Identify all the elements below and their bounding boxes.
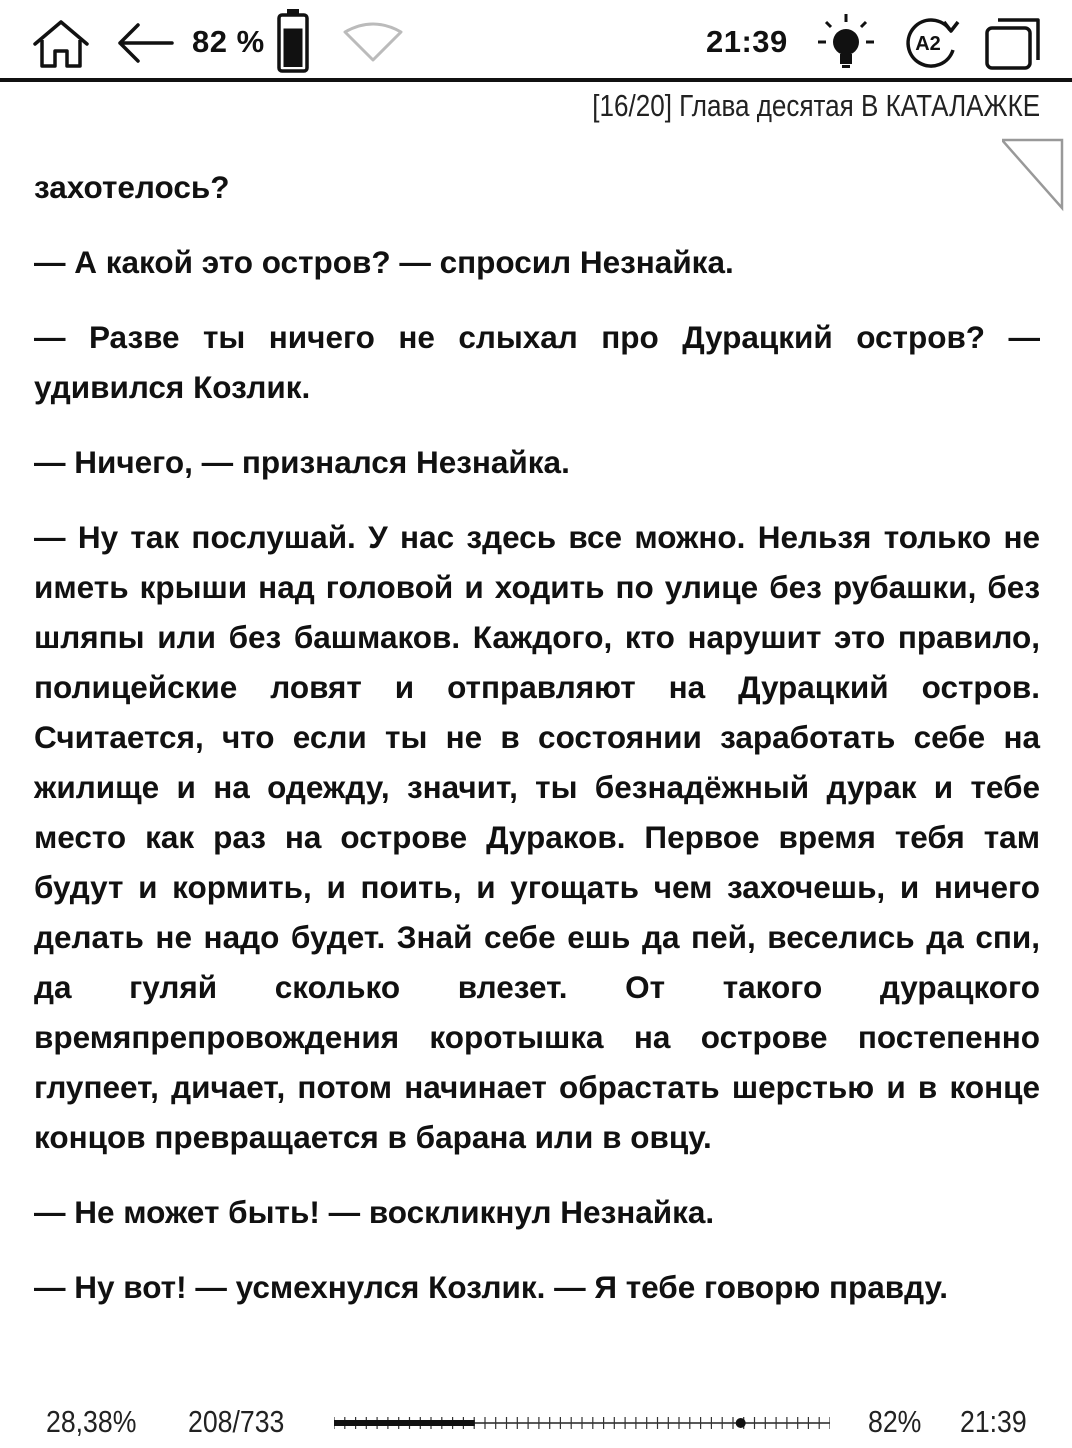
chapter-title: [16/20] Глава десятая В КАТАЛАЖКЕ xyxy=(592,88,1040,123)
reading-footer xyxy=(0,1400,1072,1448)
home-icon[interactable] xyxy=(30,18,92,75)
paragraph: — Ничего, — признался Незнайка. xyxy=(34,444,570,480)
battery-icon xyxy=(276,8,310,79)
progress-track[interactable] xyxy=(334,1406,830,1440)
progress-position-marker[interactable] xyxy=(736,1418,746,1428)
status-divider xyxy=(0,78,1072,82)
paragraph: — Ну вот! — усмехнулся Козлик. — Я тебе говорю правду. xyxy=(34,1269,949,1305)
footer-clock: 21:39 xyxy=(960,1404,1027,1439)
refresh-mode-icon[interactable] xyxy=(900,14,962,75)
status-bar xyxy=(0,0,1072,82)
reading-progress-percent: 28,38% xyxy=(46,1404,137,1439)
battery-percent: 82 % xyxy=(192,24,265,59)
paragraph: захотелось? xyxy=(34,169,230,205)
paragraph: — Разве ты ничего не слыхал про Дурацкий остров? — удивился Козлик. xyxy=(34,319,1040,405)
multitask-icon[interactable] xyxy=(982,14,1044,77)
book-text xyxy=(34,162,1040,1312)
back-arrow-icon[interactable] xyxy=(114,22,176,69)
wifi-icon xyxy=(342,22,404,67)
paragraph: — А какой это остров? — спросил Незнайка. xyxy=(34,244,734,280)
refresh-mode-label: A2 xyxy=(915,33,941,55)
page-counter[interactable]: 208/733 xyxy=(188,1404,285,1439)
frontlight-icon[interactable] xyxy=(816,12,876,77)
paragraph: — Не может быть! — воскликнул Незнайка. xyxy=(34,1194,715,1230)
footer-battery: 82% xyxy=(868,1404,922,1439)
status-clock: 21:39 xyxy=(706,24,788,59)
paragraph: — Ну так послушай. У нас здесь все можно. Нельзя только не иметь крыши над головой и ходить по улице без рубашки, без шляпы или без башмаков. Каждого, кто нарушит это правило, полицейские ловят и отправляют на Дурацкий остров. Считается, что если ты не в состоянии заработать себе на жилище и на одежду, значит, ты безнадёжный дурак и тебе место как раз на острове Дураков. Первое время тебя там будут и кормить, и поить, и угощать чем захочешь, и ничего делать не надо будет. Знай себе ешь да пей, веселись да спи, да гуляй сколько влезет. От такого дурацкого времяпрепровождения коротышка на острове постепенно глупеет, дичает, потом начинает обрастать шерстью и в конце концов превращается в барана или в овцу. xyxy=(34,519,1040,1155)
